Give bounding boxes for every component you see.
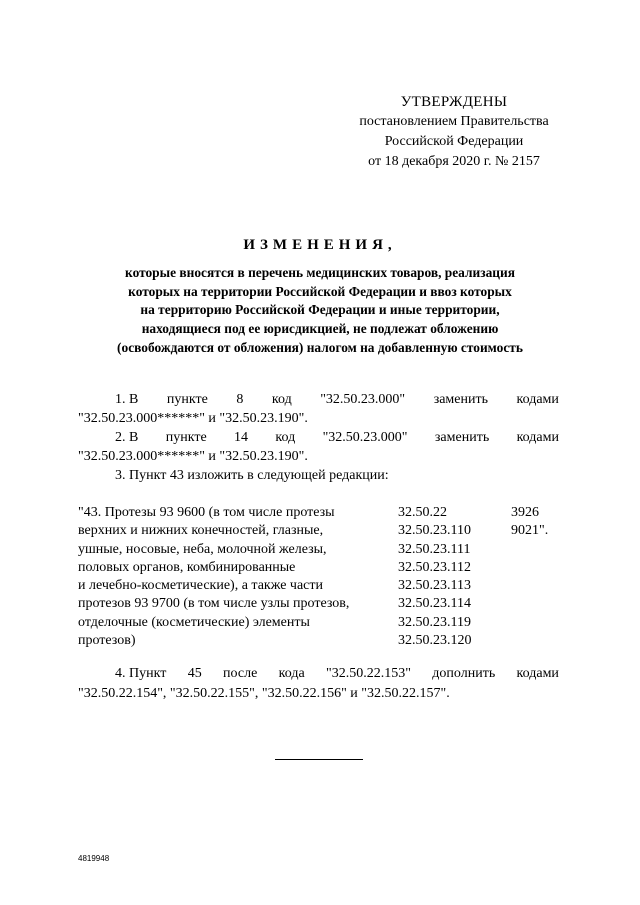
word: пункте [165, 430, 207, 445]
word: 4. Пункт [115, 666, 167, 681]
okpd-code: 32.50.23.113 [398, 578, 471, 594]
word: "32.50.23.000" [322, 430, 408, 445]
item-4-line [115, 666, 559, 682]
description-line: ушные, носовые, неба, молочной железы, [78, 541, 327, 557]
subtitle-line: которые вносятся в перечень медицинских товаров, реализация [125, 265, 515, 280]
item-1-continuation: "32.50.23.000******" и "32.50.23.190". [78, 411, 308, 426]
word: кодами [516, 430, 559, 445]
word: "32.50.23.000" [320, 392, 406, 407]
subtitle-line: которых на территории Российской Федерации и ввоз которых [128, 283, 512, 299]
item-2-line [115, 430, 559, 446]
closing-rule [275, 759, 363, 760]
product-description-column [78, 504, 349, 650]
approval-date-line: от 18 декабря 2020 г. № 2157 [368, 154, 540, 169]
word: кодами [516, 666, 559, 681]
approval-block [345, 92, 563, 172]
description-line: протезов 93 9700 (в том числе узлы протезов, [78, 596, 350, 612]
description-line: верхних и нижних конечностей, глазные, [78, 523, 324, 539]
description-line: и лечебно-косметические), а также части [78, 578, 323, 594]
tnved-code: 9021". [511, 523, 549, 539]
description-line: половых органов, комбинированные [78, 559, 296, 575]
description-line: отделочные (косметические) элементы [78, 614, 310, 630]
okpd-code: 32.50.23.110 [398, 523, 471, 539]
tnved-code: 3926 [511, 505, 539, 520]
okpd-code: 32.50.23.120 [398, 633, 472, 649]
approval-heading: УТВЕРЖДЕНЫ [400, 94, 508, 110]
approval-line: постановлением Правительства [359, 114, 549, 129]
word: кодами [516, 392, 559, 407]
item-1-line [115, 392, 559, 408]
word: кода [278, 666, 305, 681]
word: код [275, 430, 296, 445]
subtitle-line: (освобождаются от обложения) налогом на добавленную стоимость [117, 339, 523, 355]
okpd-code: 32.50.22 [398, 505, 447, 520]
description-line: протезов) [78, 633, 136, 649]
item-4-continuation: "32.50.22.154", "32.50.22.155", "32.50.22.156" и "32.50.22.157". [78, 686, 450, 701]
subtitle-line: находящиеся под ее юрисдикцией, не подлежат обложению [141, 321, 499, 337]
approval-line: Российской Федерации [384, 134, 524, 149]
word: 45 [187, 666, 202, 681]
okpd-code: 32.50.23.114 [398, 596, 471, 612]
word: заменить [434, 430, 490, 445]
word: заменить [433, 392, 488, 407]
document-title: ИЗМЕНЕНИЯ, [243, 237, 397, 253]
subtitle-line: на территорию Российской Федерации и иные территории, [140, 302, 500, 318]
word: "32.50.22.153" [326, 666, 411, 681]
word: код [271, 392, 292, 407]
word: после [223, 666, 258, 681]
word: 14 [234, 430, 249, 445]
document-number: 4819948 [78, 854, 110, 863]
word: пункте [166, 392, 208, 407]
word: 8 [236, 392, 244, 407]
okpd-code: 32.50.23.119 [398, 614, 471, 630]
description-line: "43. Протезы 93 9600 (в том числе протезы [78, 505, 335, 520]
okpd-code-column [398, 504, 472, 650]
word: 2. В [115, 430, 139, 445]
item-3-line: 3. Пункт 43 изложить в следующей редакции: [115, 468, 389, 483]
tnved-code-column [511, 504, 548, 541]
word: дополнить [432, 666, 496, 681]
okpd-code: 32.50.23.112 [398, 559, 471, 575]
word: 1. В [115, 392, 139, 407]
okpd-code: 32.50.23.111 [398, 541, 471, 557]
document-subtitle [80, 264, 560, 358]
item-2-continuation: "32.50.23.000******" и "32.50.23.190". [78, 449, 308, 464]
